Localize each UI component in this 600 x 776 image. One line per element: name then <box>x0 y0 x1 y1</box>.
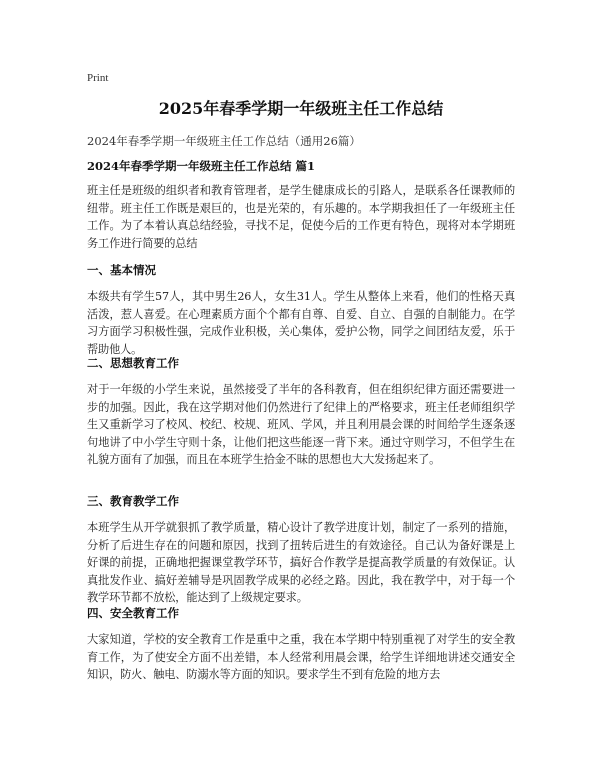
document-subtitle: 2024年春季学期一年级班主任工作总结（通用26篇） <box>87 134 361 148</box>
section-body-basic-info: 本级共有学生57人，其中男生26人，女生31人。学生从整体上来看，他们的性格天真活泼，惹人喜爱。在心理素质方面个个都有自尊、自爱、自立、自强的自制能力。在学习方面学习积极性强，完成作业积极，关心集体，爱护公物，同学之间团结友爱，乐于帮助他人。 <box>87 290 515 356</box>
section-heading-safety: 四、安全教育工作 <box>87 606 179 620</box>
page-title: 2025年春季学期一年级班主任工作总结 <box>158 99 444 118</box>
section-heading-basic-info: 一、基本情况 <box>87 263 156 277</box>
print-link[interactable]: Print <box>87 72 109 84</box>
section-body-teaching: 本班学生从开学就狠抓了教学质量，精心设计了教学进度计划，制定了一系列的措施，分析了后进生存在的问题和原因，找到了扭转后进生的有效途径。自己认为备好课是上好课的前提，正确地把握课堂教学环节，搞好合作教学是提高教学质量的有效保证。认真批发作业、搞好差辅导是巩固教学成果的必经之路。因此，我在教学中，对于每一个教学环节都不放松，能达到了上级规定要求。 <box>87 521 515 604</box>
section-heading-moral-education: 二、思想教育工作 <box>87 356 179 370</box>
intro-paragraph: 班主任是班级的组织者和教育管理者，是学生健康成长的引路人，是联系各任课教师的纽带。班主任工作既是艰巨的，也是光荣的，有乐趣的。本学期我担任了一年级班主任工作。为了本着认真总结经验，寻找不足，促使今后的工作更有特色，现将对本学期班务工作进行简要的总结 <box>87 184 515 250</box>
section-body-safety: 大家知道，学校的安全教育工作是重中之重，我在本学期中特别重视了对学生的安全教育工作，为了使安全方面不出差错，本人经常利用晨会课，给学生详细地讲述交通安全知识，防火、触电、防溺水等方面的知识。要求学生不到有危险的地方去 <box>87 633 515 681</box>
section-body-moral-education: 对于一年级的小学生来说，虽然接受了半年的各科教育，但在组织纪律方面还需要进一步的加强。因此，我在这学期对他们仍然进行了纪律上的严格要求，班主任老师组织学生又重新学习了校风、校纪、校规、班风、学风，并且利用晨会课的时间给学生逐条逐句地讲了中小学生守则十条，让他们把这些能逐一背下来。通过守则学习，不但学生在礼貌方面有了加强，而且在本班学生拾金不昧的思想也大大发扬起来了。 <box>87 383 515 466</box>
section-heading-teaching: 三、教育教学工作 <box>87 494 179 508</box>
article-heading: 2024年春季学期一年级班主任工作总结 篇1 <box>87 159 316 173</box>
